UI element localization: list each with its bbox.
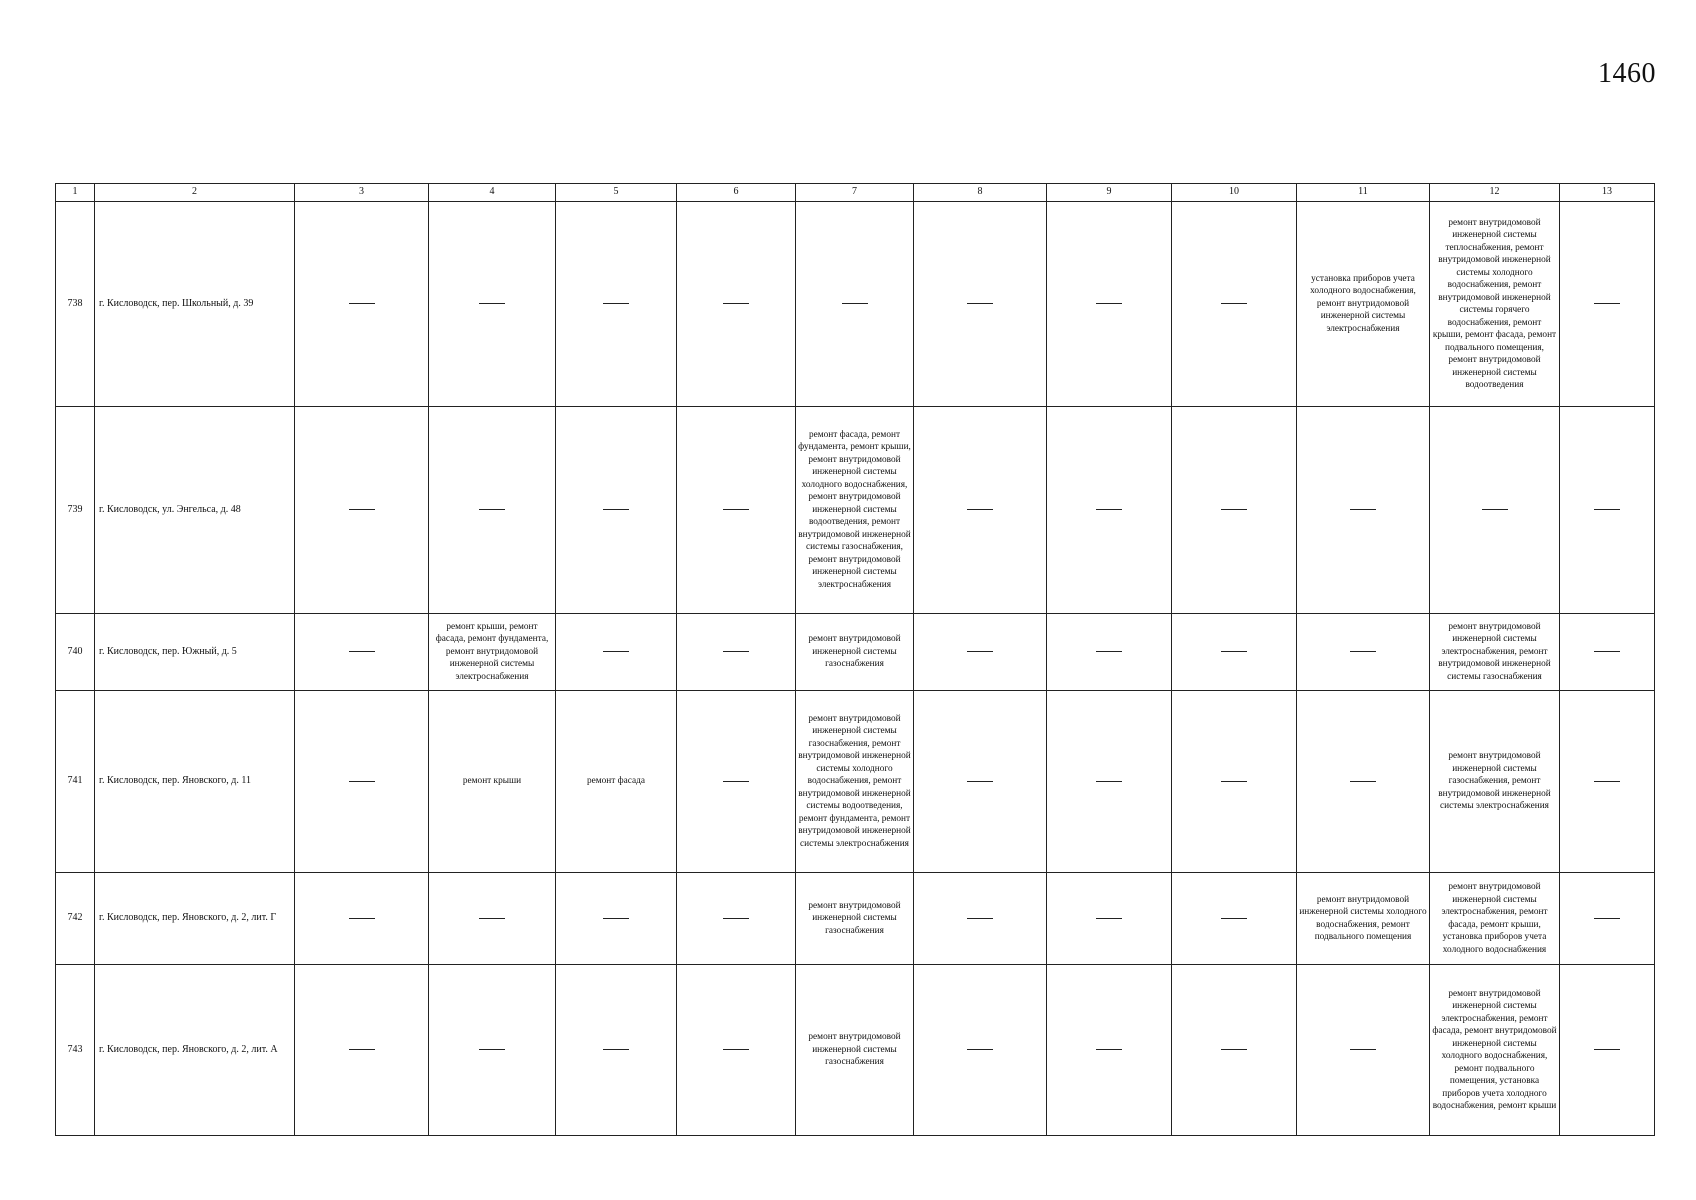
column-header: 3 (295, 184, 429, 202)
table-row (56, 407, 1655, 614)
empty-cell (914, 407, 1047, 614)
dash-mark (603, 918, 629, 919)
work-description-cell: ремонт внутридомовой инженерной системы газоснабжения (796, 614, 914, 691)
repair-schedule-table (55, 183, 1655, 1136)
dash-mark (1096, 918, 1122, 919)
dash-mark (967, 918, 993, 919)
empty-cell (677, 691, 796, 873)
dash-mark (1594, 651, 1620, 652)
empty-cell (295, 614, 429, 691)
dash-mark (1350, 651, 1376, 652)
empty-cell (677, 614, 796, 691)
column-header: 6 (677, 184, 796, 202)
empty-cell (1172, 407, 1297, 614)
empty-cell (1560, 965, 1655, 1136)
dash-mark (723, 509, 749, 510)
dash-mark (723, 918, 749, 919)
empty-cell (677, 965, 796, 1136)
work-description-cell: ремонт внутридомовой инженерной системы теплоснабжения, ремонт внутридомовой инженерной системы холодного водоснабжения, ремонт внутридомовой инженерной системы горячего водоснабжения, ремонт крыши, ремонт фасада, ремонт подвального помещения, ремонт внутридомовой инженерной системы водоотведения (1430, 202, 1560, 407)
table-row (56, 965, 1655, 1136)
work-description-cell: ремонт фасада, ремонт фундамента, ремонт крыши, ремонт внутридомовой инженерной системы холодного водоснабжения, ремонт внутридомовой инженерной системы водоотведения, ремонт внутридомовой инженерной системы газоснабжения, ремонт внутридомовой инженерной системы электроснабжения (796, 407, 914, 614)
address-cell: г. Кисловодск, пер. Яновского, д. 2, лит. Г (95, 873, 295, 965)
empty-cell (556, 202, 677, 407)
dash-mark (1096, 509, 1122, 510)
column-header: 7 (796, 184, 914, 202)
work-description-cell: установка приборов учета холодного водоснабжения, ремонт внутридомовой инженерной системы электроснабжения (1297, 202, 1430, 407)
work-description-cell: ремонт внутридомовой инженерной системы газоснабжения (796, 873, 914, 965)
dash-mark (1221, 651, 1247, 652)
empty-cell (914, 614, 1047, 691)
empty-cell (1172, 691, 1297, 873)
empty-cell (1430, 407, 1560, 614)
column-number-row (56, 184, 1655, 202)
empty-cell (429, 873, 556, 965)
dash-mark (479, 509, 505, 510)
work-description-cell: ремонт внутридомовой инженерной системы электроснабжения, ремонт фасада, ремонт крыши, установка приборов учета холодного водоснабжения (1430, 873, 1560, 965)
dash-mark (1482, 509, 1508, 510)
work-description-cell: ремонт внутридомовой инженерной системы газоснабжения, ремонт внутридомовой инженерной системы электроснабжения (1430, 691, 1560, 873)
empty-cell (1047, 873, 1172, 965)
dash-mark (349, 303, 375, 304)
column-header: 8 (914, 184, 1047, 202)
row-number: 738 (56, 202, 95, 407)
dash-mark (479, 1049, 505, 1050)
empty-cell (1047, 691, 1172, 873)
empty-cell (677, 202, 796, 407)
row-number: 742 (56, 873, 95, 965)
empty-cell (295, 873, 429, 965)
dash-mark (603, 1049, 629, 1050)
dash-mark (349, 1049, 375, 1050)
dash-mark (1594, 781, 1620, 782)
column-header: 12 (1430, 184, 1560, 202)
empty-cell (1172, 614, 1297, 691)
address-cell: г. Кисловодск, пер. Южный, д. 5 (95, 614, 295, 691)
empty-cell (1560, 691, 1655, 873)
dash-mark (349, 509, 375, 510)
empty-cell (1172, 873, 1297, 965)
dash-mark (723, 303, 749, 304)
empty-cell (295, 407, 429, 614)
empty-cell (914, 202, 1047, 407)
dash-mark (967, 509, 993, 510)
empty-cell (1297, 407, 1430, 614)
row-number: 740 (56, 614, 95, 691)
dash-mark (723, 781, 749, 782)
table-row (56, 873, 1655, 965)
work-description-cell: ремонт фасада (556, 691, 677, 873)
dash-mark (479, 303, 505, 304)
dash-mark (967, 781, 993, 782)
column-header: 4 (429, 184, 556, 202)
dash-mark (967, 651, 993, 652)
empty-cell (1172, 965, 1297, 1136)
dash-mark (1221, 1049, 1247, 1050)
dash-mark (1594, 1049, 1620, 1050)
dash-mark (967, 1049, 993, 1050)
work-description-cell: ремонт внутридомовой инженерной системы электроснабжения, ремонт фасада, ремонт внутридомовой инженерной системы холодного водоснабжения, ремонт подвального помещения, установка приборов учета холодного водоснабжения, ремонт крыши (1430, 965, 1560, 1136)
address-cell: г. Кисловодск, пер. Школьный, д. 39 (95, 202, 295, 407)
work-description-cell: ремонт крыши, ремонт фасада, ремонт фундамента, ремонт внутридомовой инженерной системы электроснабжения (429, 614, 556, 691)
column-header: 9 (1047, 184, 1172, 202)
column-header: 10 (1172, 184, 1297, 202)
empty-cell (295, 965, 429, 1136)
dash-mark (723, 1049, 749, 1050)
empty-cell (556, 614, 677, 691)
empty-cell (429, 407, 556, 614)
row-number: 743 (56, 965, 95, 1136)
column-header: 13 (1560, 184, 1655, 202)
dash-mark (349, 651, 375, 652)
empty-cell (1047, 614, 1172, 691)
address-cell: г. Кисловодск, пер. Яновского, д. 11 (95, 691, 295, 873)
work-description-cell: ремонт внутридомовой инженерной системы электроснабжения, ремонт внутридомовой инженерной системы газоснабжения (1430, 614, 1560, 691)
dash-mark (349, 918, 375, 919)
empty-cell (1047, 407, 1172, 614)
table-row (56, 614, 1655, 691)
dash-mark (967, 303, 993, 304)
table-row (56, 202, 1655, 407)
empty-cell (1297, 965, 1430, 1136)
table-row (56, 691, 1655, 873)
dash-mark (1221, 918, 1247, 919)
empty-cell (1047, 202, 1172, 407)
column-header: 5 (556, 184, 677, 202)
empty-cell (295, 202, 429, 407)
work-description-cell: ремонт внутридомовой инженерной системы газоснабжения, ремонт внутридомовой инженерной системы холодного водоснабжения, ремонт внутридомовой инженерной системы водоотведения, ремонт фундамента, ремонт внутридомовой инженерной системы электроснабжения (796, 691, 914, 873)
empty-cell (1172, 202, 1297, 407)
dash-mark (1350, 781, 1376, 782)
empty-cell (914, 965, 1047, 1136)
work-description-cell: ремонт крыши (429, 691, 556, 873)
empty-cell (677, 407, 796, 614)
empty-cell (556, 407, 677, 614)
empty-cell (556, 873, 677, 965)
dash-mark (1221, 303, 1247, 304)
dash-mark (842, 303, 868, 304)
empty-cell (1297, 614, 1430, 691)
empty-cell (1560, 614, 1655, 691)
column-header: 2 (95, 184, 295, 202)
work-description-cell: ремонт внутридомовой инженерной системы газоснабжения (796, 965, 914, 1136)
empty-cell (796, 202, 914, 407)
dash-mark (603, 303, 629, 304)
empty-cell (429, 965, 556, 1136)
page-number: 1460 (1598, 58, 1656, 89)
row-number: 739 (56, 407, 95, 614)
dash-mark (603, 509, 629, 510)
empty-cell (914, 873, 1047, 965)
empty-cell (1560, 873, 1655, 965)
empty-cell (556, 965, 677, 1136)
dash-mark (723, 651, 749, 652)
empty-cell (1560, 202, 1655, 407)
dash-mark (1096, 303, 1122, 304)
address-cell: г. Кисловодск, пер. Яновского, д. 2, лит. А (95, 965, 295, 1136)
column-header: 1 (56, 184, 95, 202)
dash-mark (479, 918, 505, 919)
dash-mark (1096, 1049, 1122, 1050)
dash-mark (1221, 781, 1247, 782)
row-number: 741 (56, 691, 95, 873)
empty-cell (1047, 965, 1172, 1136)
empty-cell (1560, 407, 1655, 614)
column-header: 11 (1297, 184, 1430, 202)
empty-cell (677, 873, 796, 965)
dash-mark (1096, 651, 1122, 652)
dash-mark (1594, 303, 1620, 304)
dash-mark (1594, 509, 1620, 510)
dash-mark (1594, 918, 1620, 919)
empty-cell (295, 691, 429, 873)
dash-mark (1221, 509, 1247, 510)
dash-mark (603, 651, 629, 652)
address-cell: г. Кисловодск, ул. Энгельса, д. 48 (95, 407, 295, 614)
work-description-cell: ремонт внутридомовой инженерной системы холодного водоснабжения, ремонт подвального помещения (1297, 873, 1430, 965)
empty-cell (914, 691, 1047, 873)
empty-cell (1297, 691, 1430, 873)
dash-mark (1350, 1049, 1376, 1050)
dash-mark (1350, 509, 1376, 510)
empty-cell (429, 202, 556, 407)
dash-mark (349, 781, 375, 782)
dash-mark (1096, 781, 1122, 782)
